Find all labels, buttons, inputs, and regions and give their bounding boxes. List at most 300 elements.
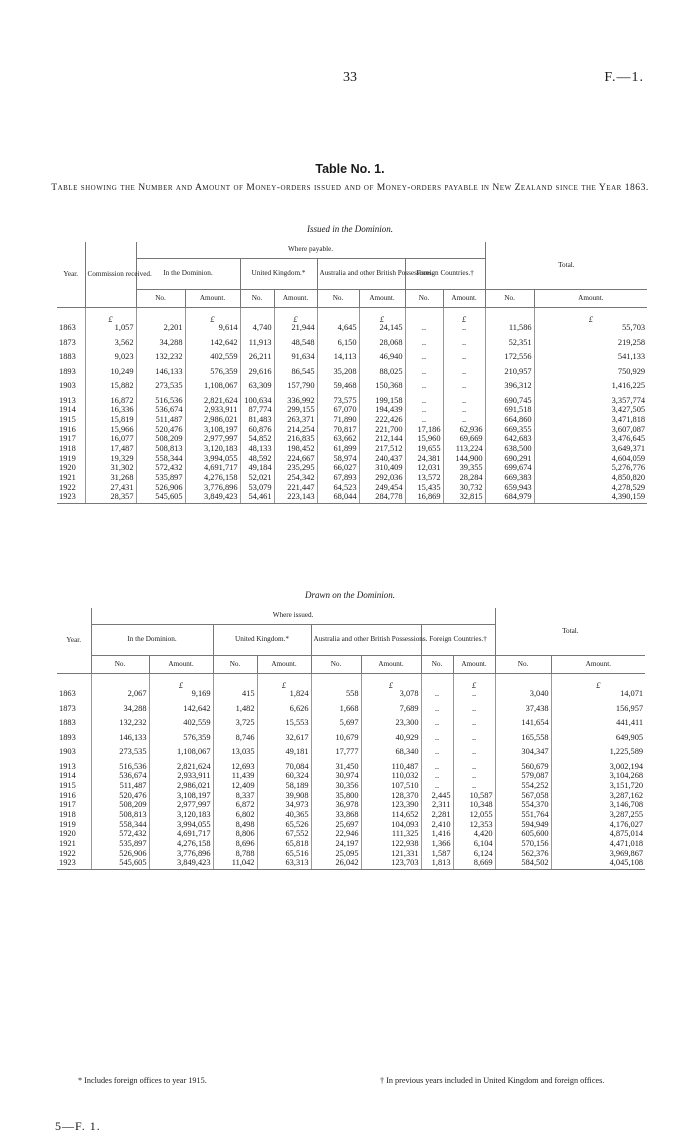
value-cell: 3,607,087 — [611, 424, 646, 434]
value-cell: 560,679 — [495, 763, 551, 773]
value-cell: 12,031 — [405, 464, 443, 474]
value-cell: .. — [453, 772, 495, 782]
year-cell: 1923 — [57, 493, 85, 503]
value-cell: 4,045,108 — [551, 859, 645, 869]
currency-cell: £ — [588, 314, 593, 324]
year-cell: 1921 — [57, 474, 85, 484]
value-cell: 144,900 — [443, 455, 485, 465]
value-cell: .. — [421, 748, 453, 763]
value-cell: 110,487 — [361, 763, 421, 773]
value-cell: 10,249 — [85, 368, 136, 383]
footnotes — [78, 1076, 678, 1085]
value-cell: 146,133 — [91, 734, 149, 749]
value-cell: 14,071 — [620, 689, 644, 698]
value-cell: 516,536 — [91, 763, 149, 773]
value-cell: 32,815 — [443, 493, 485, 503]
value-cell: .. — [421, 782, 453, 792]
value-cell: .. — [453, 782, 495, 792]
issued-table — [57, 242, 647, 504]
value-cell: 3,471,818 — [611, 414, 646, 424]
currency-cell — [57, 674, 91, 691]
year-cell: 1873 — [57, 339, 85, 354]
value-cell: 216,835 — [274, 435, 317, 445]
value-cell: 13,035 — [213, 748, 257, 763]
year-cell: 1893 — [57, 734, 91, 749]
value-cell: 2,311 — [421, 801, 453, 811]
value-cell: 123,703 — [361, 859, 421, 869]
value-cell: .. — [443, 368, 485, 383]
year-cell: 1903 — [57, 382, 85, 397]
value-cell: 6,872 — [213, 801, 257, 811]
value-cell: 62,936 — [443, 426, 485, 436]
value-cell: 8,788 — [213, 850, 257, 860]
where-payable-header: Where payable. — [136, 242, 485, 259]
value-cell: .. — [453, 734, 495, 749]
no-header: No. — [91, 656, 149, 674]
value-cell: .. — [443, 382, 485, 397]
table-row — [57, 368, 647, 383]
value-cell: 66,027 — [317, 464, 359, 474]
year-cell: 1921 — [57, 840, 91, 850]
issued-section-title: Issued in the Dominion. — [307, 224, 393, 234]
total-header: Total. — [495, 608, 645, 656]
bottom-page-reference: 5—F. 1. — [55, 1119, 101, 1133]
value-cell: 15,435 — [405, 484, 443, 494]
value-cell: 63,313 — [257, 859, 311, 869]
value-cell: 558 — [311, 690, 361, 705]
drawn-section-title: Drawn on the Dominion. — [305, 590, 395, 600]
value-cell: 441,411 — [616, 718, 644, 727]
no-header: No. — [485, 290, 534, 308]
currency-cell: £ — [359, 308, 405, 325]
value-cell: 304,347 — [495, 748, 551, 763]
year-cell: 1916 — [57, 426, 85, 436]
value-cell: 240,437 — [359, 455, 405, 465]
page-number: 33 — [343, 70, 357, 85]
value-cell: 273,535 — [91, 748, 149, 763]
value-cell: 690,745 — [485, 397, 534, 407]
value-cell: 63,309 — [240, 382, 274, 397]
value-cell: .. — [405, 339, 443, 354]
currency-cell — [485, 308, 534, 325]
value-cell: .. — [453, 690, 495, 705]
value-cell: 545,605 — [136, 493, 185, 503]
value-cell: 73,575 — [317, 397, 359, 407]
value-cell: 128,370 — [361, 792, 421, 802]
value-cell: 142,642 — [185, 339, 240, 354]
value-cell: 8,696 — [213, 840, 257, 850]
value-cell: 9,169 — [149, 690, 213, 705]
value-cell: .. — [443, 416, 485, 426]
currency-row — [57, 674, 645, 691]
no-header: No. — [311, 656, 361, 674]
value-cell: 1,366 — [421, 840, 453, 850]
value-cell: 64,523 — [317, 484, 359, 494]
value-cell: 3,146,708 — [609, 800, 644, 810]
table-row — [57, 690, 645, 705]
value-cell: 25,697 — [311, 821, 361, 831]
value-cell: 40,365 — [257, 811, 311, 821]
year-cell: 1920 — [57, 830, 91, 840]
value-cell: 24,145 — [359, 324, 405, 339]
value-cell: 60,324 — [257, 772, 311, 782]
value-cell: 642,683 — [485, 435, 534, 445]
value-cell: 8,669 — [453, 859, 495, 869]
value-cell: 35,208 — [317, 368, 359, 383]
value-cell: 1,668 — [311, 705, 361, 720]
amount-header: Amount. — [359, 290, 405, 308]
currency-cell — [421, 674, 453, 691]
value-cell: 39,908 — [257, 792, 311, 802]
value-cell: 165,558 — [495, 734, 551, 749]
value-cell: 123,390 — [361, 801, 421, 811]
value-cell: 511,487 — [91, 782, 149, 792]
value-cell: 104,093 — [361, 821, 421, 831]
value-cell: 1,587 — [421, 850, 453, 860]
value-cell: 576,359 — [185, 368, 240, 383]
value-cell: 558,344 — [136, 455, 185, 465]
value-cell: 29,616 — [240, 368, 274, 383]
table-title: Table No. 1. — [315, 162, 385, 176]
value-cell: 4,390,159 — [534, 493, 647, 503]
amount-header: Amount. — [361, 656, 421, 674]
value-cell: 48,592 — [240, 455, 274, 465]
value-cell: 664,860 — [485, 416, 534, 426]
year-cell: 1883 — [57, 353, 85, 368]
commission-header: Commission received. — [85, 242, 136, 308]
year-cell: 1919 — [57, 821, 91, 831]
value-cell: 508,813 — [136, 445, 185, 455]
value-cell: 6,104 — [453, 840, 495, 850]
value-cell: 520,476 — [136, 426, 185, 436]
value-cell: 570,156 — [495, 840, 551, 850]
group-header-uk: United Kingdom.* — [240, 259, 317, 290]
table-row — [57, 719, 645, 734]
value-cell: 68,044 — [317, 493, 359, 503]
value-cell: 194,439 — [359, 406, 405, 416]
value-cell: 3,849,423 — [149, 859, 213, 869]
value-cell: 558,344 — [91, 821, 149, 831]
value-cell: 31,268 — [85, 474, 136, 484]
value-cell: .. — [443, 324, 485, 339]
value-cell: 3,040 — [495, 690, 551, 705]
year-cell: 1917 — [57, 435, 85, 445]
value-cell: 17,186 — [405, 426, 443, 436]
table-row — [57, 382, 647, 397]
value-cell: 6,626 — [257, 705, 311, 720]
value-cell: 3,151,720 — [609, 780, 644, 790]
value-cell: 3,994,055 — [185, 455, 240, 465]
value-cell: 4,850,820 — [611, 473, 646, 482]
value-cell: 3,287,162 — [609, 790, 644, 800]
value-cell: 554,252 — [495, 782, 551, 792]
value-cell: 49,181 — [257, 748, 311, 763]
value-cell: 27,431 — [85, 484, 136, 494]
value-cell: 691,518 — [485, 406, 534, 416]
value-cell: 336,992 — [274, 397, 317, 407]
value-cell: 1,108,067 — [185, 382, 240, 397]
value-cell: 48,133 — [240, 445, 274, 455]
value-cell: 54,852 — [240, 435, 274, 445]
value-cell: 16,336 — [85, 406, 136, 416]
no-header: No. — [317, 290, 359, 308]
value-cell: 1,057 — [85, 324, 136, 339]
group-header-dominion: In the Dominion. — [136, 259, 240, 290]
value-cell: .. — [453, 705, 495, 720]
value-cell: 70,817 — [317, 426, 359, 436]
value-cell: 310,409 — [359, 464, 405, 474]
value-cell: 53,079 — [240, 484, 274, 494]
value-cell: 249,454 — [359, 484, 405, 494]
value-cell: 684,979 — [485, 493, 534, 503]
value-cell: 508,209 — [136, 435, 185, 445]
value-cell: .. — [405, 382, 443, 397]
value-cell: 605,600 — [495, 830, 551, 840]
currency-cell — [91, 674, 149, 691]
value-cell: 30,974 — [311, 772, 361, 782]
currency-row — [57, 308, 647, 325]
value-cell: 3,562 — [85, 339, 136, 354]
value-cell: 33,868 — [311, 811, 361, 821]
value-cell: 110,032 — [361, 772, 421, 782]
amount-header: Amount. — [453, 656, 495, 674]
no-header: No. — [495, 656, 551, 674]
value-cell: 19,329 — [85, 455, 136, 465]
value-cell: 219,258 — [617, 337, 646, 347]
value-cell: 5,276,776 — [611, 463, 646, 473]
year-cell: 1922 — [57, 484, 85, 494]
value-cell: 132,232 — [91, 719, 149, 734]
table-row — [57, 339, 647, 354]
year-cell: 1873 — [57, 705, 91, 720]
value-cell: 70,084 — [257, 763, 311, 773]
value-cell: 16,872 — [85, 397, 136, 407]
value-cell: 81,483 — [240, 416, 274, 426]
value-cell: 4,176,027 — [609, 819, 644, 829]
value-cell: 535,897 — [91, 840, 149, 850]
value-cell: 58,974 — [317, 455, 359, 465]
value-cell: 224,667 — [274, 455, 317, 465]
value-cell: 8,746 — [213, 734, 257, 749]
value-cell: 198,452 — [274, 445, 317, 455]
currency-cell: £ — [596, 680, 601, 690]
value-cell: 273,535 — [136, 382, 185, 397]
value-cell: 572,432 — [91, 830, 149, 840]
value-cell: 4,278,529 — [611, 482, 646, 492]
value-cell: 2,933,911 — [185, 406, 240, 416]
value-cell: 594,949 — [495, 821, 551, 831]
value-cell: 212,144 — [359, 435, 405, 445]
group-header-australia: Australia and other British Possessions. — [311, 625, 421, 656]
value-cell: 121,331 — [361, 850, 421, 860]
value-cell: 141,654 — [495, 719, 551, 734]
value-cell: 3,776,896 — [149, 850, 213, 860]
value-cell: 520,476 — [91, 792, 149, 802]
value-cell: 12,055 — [453, 811, 495, 821]
drawn-table-body — [57, 674, 645, 870]
value-cell: 114,652 — [361, 811, 421, 821]
value-cell: 3,994,055 — [149, 821, 213, 831]
value-cell: 699,674 — [485, 464, 534, 474]
amount-header: Amount. — [149, 656, 213, 674]
value-cell: 55,703 — [622, 323, 646, 332]
value-cell: 8,498 — [213, 821, 257, 831]
value-cell: 113,224 — [443, 445, 485, 455]
value-cell: 3,120,183 — [149, 811, 213, 821]
year-cell: 1863 — [57, 324, 85, 339]
year-cell: 1915 — [57, 782, 91, 792]
value-cell: 9,614 — [185, 324, 240, 339]
amount-header: Amount. — [274, 290, 317, 308]
value-cell: .. — [405, 353, 443, 368]
value-cell: 10,587 — [453, 792, 495, 802]
value-cell: 4,276,158 — [149, 840, 213, 850]
value-cell: 6,802 — [213, 811, 257, 821]
value-cell: .. — [421, 763, 453, 773]
year-cell: 1923 — [57, 859, 91, 869]
value-cell: 12,693 — [213, 763, 257, 773]
currency-cell — [495, 674, 551, 691]
value-cell: 21,944 — [274, 324, 317, 339]
value-cell: 59,468 — [317, 382, 359, 397]
value-cell: 4,420 — [453, 830, 495, 840]
drawn-table — [57, 608, 645, 870]
value-cell: 10,679 — [311, 734, 361, 749]
value-cell: 4,471,018 — [609, 839, 644, 848]
value-cell: 156,957 — [615, 703, 644, 713]
value-cell: 217,512 — [359, 445, 405, 455]
value-cell: 4,875,014 — [609, 829, 644, 839]
value-cell: 572,432 — [136, 464, 185, 474]
value-cell: 1,824 — [257, 690, 311, 705]
value-cell: 1,416,225 — [611, 381, 646, 390]
value-cell: 157,790 — [274, 382, 317, 397]
currency-cell: £ — [257, 674, 311, 691]
table-row — [57, 705, 645, 720]
amount-header: Amount. — [534, 290, 647, 308]
value-cell: 14,113 — [317, 353, 359, 368]
value-cell: 11,913 — [240, 339, 274, 354]
page-reference: F.—1. — [604, 70, 644, 85]
value-cell: 11,042 — [213, 859, 257, 869]
value-cell: 2,977,997 — [185, 435, 240, 445]
year-cell: 1883 — [57, 719, 91, 734]
value-cell: 4,645 — [317, 324, 359, 339]
value-cell: 3,108,197 — [149, 792, 213, 802]
table-row — [57, 748, 645, 763]
value-cell: 284,778 — [359, 493, 405, 503]
value-cell: 299,155 — [274, 406, 317, 416]
year-cell: 1863 — [57, 690, 91, 705]
value-cell: 3,649,371 — [611, 443, 646, 453]
value-cell: 3,108,197 — [185, 426, 240, 436]
table-row — [57, 859, 645, 869]
value-cell: 750,929 — [617, 366, 646, 376]
table-row — [57, 734, 645, 749]
value-cell: 554,370 — [495, 801, 551, 811]
year-cell: 1914 — [57, 772, 91, 782]
value-cell: 535,897 — [136, 474, 185, 484]
year-cell: 1918 — [57, 811, 91, 821]
no-header: No. — [405, 290, 443, 308]
value-cell: 9,023 — [85, 353, 136, 368]
currency-cell — [240, 308, 274, 325]
value-cell: 567,058 — [495, 792, 551, 802]
value-cell: 3,427,505 — [611, 405, 646, 415]
value-cell: 4,691,717 — [185, 464, 240, 474]
value-cell: 88,025 — [359, 368, 405, 383]
value-cell: .. — [405, 324, 443, 339]
value-cell: 49,184 — [240, 464, 274, 474]
currency-cell — [405, 308, 443, 325]
value-cell: 24,381 — [405, 455, 443, 465]
value-cell: 67,070 — [317, 406, 359, 416]
value-cell: 690,291 — [485, 455, 534, 465]
value-cell: 25,095 — [311, 850, 361, 860]
value-cell: 12,409 — [213, 782, 257, 792]
value-cell: 223,143 — [274, 493, 317, 503]
value-cell: .. — [443, 406, 485, 416]
no-header: No. — [240, 290, 274, 308]
value-cell: .. — [453, 719, 495, 734]
value-cell: 31,302 — [85, 464, 136, 474]
value-cell: 39,355 — [443, 464, 485, 474]
value-cell: 52,351 — [485, 339, 534, 354]
value-cell: 4,604,059 — [611, 453, 646, 463]
value-cell: .. — [421, 705, 453, 720]
value-cell: 649,905 — [615, 732, 644, 742]
value-cell: 107,510 — [361, 782, 421, 792]
value-cell: 11,439 — [213, 772, 257, 782]
no-header: No. — [213, 656, 257, 674]
year-header: Year. — [57, 608, 91, 674]
value-cell: 142,642 — [149, 705, 213, 720]
value-cell: 576,359 — [149, 734, 213, 749]
value-cell: .. — [421, 719, 453, 734]
value-cell: 61,899 — [317, 445, 359, 455]
amount-header: Amount. — [185, 290, 240, 308]
value-cell: 60,876 — [240, 426, 274, 436]
value-cell: 2,201 — [136, 324, 185, 339]
value-cell: 292,036 — [359, 474, 405, 484]
value-cell: 63,662 — [317, 435, 359, 445]
value-cell: 221,447 — [274, 484, 317, 494]
where-issued-header: Where issued. — [91, 608, 495, 625]
total-header: Total. — [485, 242, 647, 290]
value-cell: 669,355 — [485, 426, 534, 436]
value-cell: 3,120,183 — [185, 445, 240, 455]
value-cell: 65,516 — [257, 850, 311, 860]
currency-cell: £ — [85, 308, 136, 325]
value-cell: 91,634 — [274, 353, 317, 368]
currency-cell: £ — [361, 674, 421, 691]
value-cell: .. — [421, 734, 453, 749]
footnote-star: * Includes foreign offices to year 1915. — [78, 1076, 207, 1085]
value-cell: 2,821,624 — [149, 763, 213, 773]
value-cell: .. — [453, 748, 495, 763]
value-cell: 1,225,589 — [609, 747, 644, 756]
value-cell: 2,410 — [421, 821, 453, 831]
value-cell: 2,821,624 — [185, 397, 240, 407]
value-cell: 3,969,867 — [609, 848, 644, 858]
currency-cell — [317, 308, 359, 325]
value-cell: .. — [405, 406, 443, 416]
amount-header: Amount. — [551, 656, 645, 674]
value-cell: 3,725 — [213, 719, 257, 734]
amount-header: Amount. — [443, 290, 485, 308]
value-cell: 132,232 — [136, 353, 185, 368]
value-cell: 48,548 — [274, 339, 317, 354]
